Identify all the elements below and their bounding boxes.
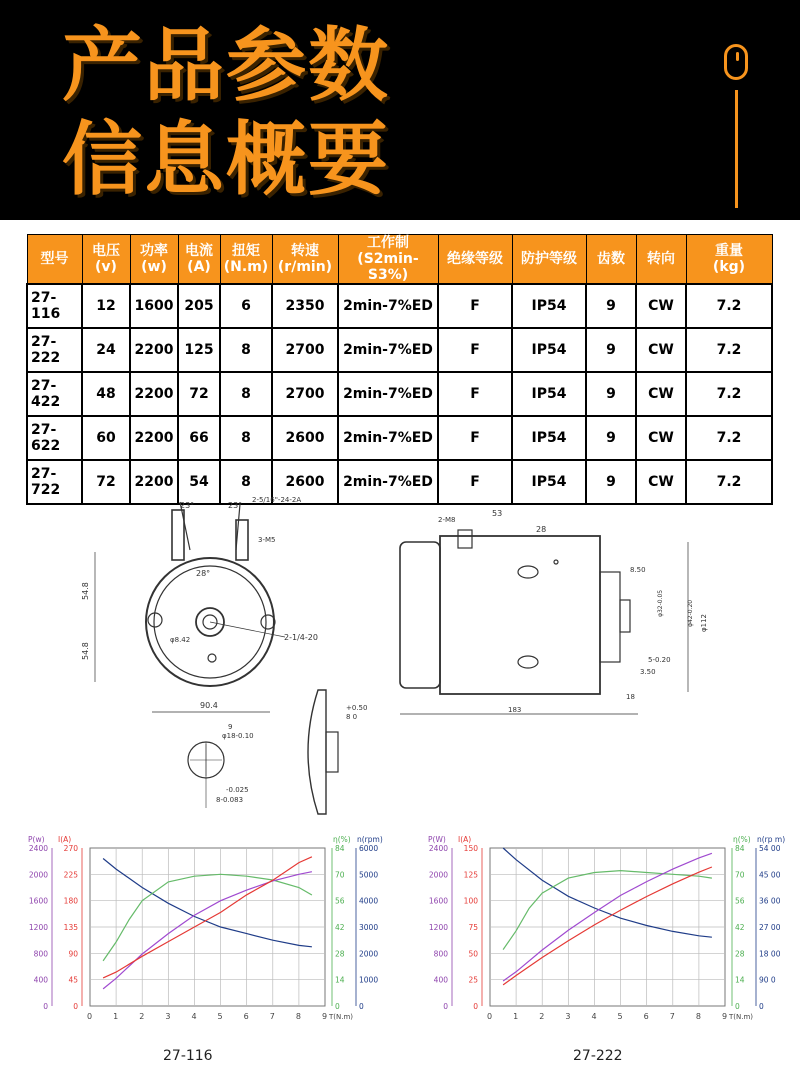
right-tick-label: 28	[735, 949, 745, 959]
spec-header-cell	[27, 235, 82, 285]
spec-cell: IP54	[512, 284, 586, 328]
dim-label: φ8.42	[170, 636, 191, 644]
dim-label: 8.50	[630, 566, 646, 574]
spec-cell: IP54	[512, 460, 586, 504]
spec-cell: IP54	[512, 416, 586, 460]
table-row	[27, 372, 772, 416]
spec-table	[26, 234, 773, 505]
x-tick-label: 1	[513, 1012, 519, 1021]
dim-label: 3.50	[640, 668, 656, 676]
spec-cell: CW	[636, 372, 686, 416]
right-tick-label: 4000	[359, 896, 379, 906]
right-axis-label: n(rpm)	[357, 835, 383, 844]
x-tick-label: 6	[243, 1012, 249, 1021]
spec-cell: CW	[636, 460, 686, 504]
dim-label: 28	[536, 525, 547, 534]
table-row	[27, 284, 772, 328]
dim-label: +0.50	[346, 704, 368, 712]
spec-cell: 2200	[130, 372, 178, 416]
dim-label: 3-M5	[258, 536, 276, 544]
series-line-P	[103, 872, 312, 989]
spec-header-text: 齿数	[597, 251, 625, 267]
right-tick-label: 42	[335, 923, 345, 932]
hero-title-line2: 信息概要	[62, 113, 390, 206]
spec-cell: 9	[586, 416, 636, 460]
dim-label: 54.8	[81, 642, 90, 660]
spec-cell: 8	[220, 460, 272, 504]
dim-label: 23°	[180, 501, 195, 510]
left-tick-label: 400	[33, 975, 48, 985]
dim-label: 54.8	[81, 582, 90, 600]
left-tick-label: 45	[68, 975, 78, 985]
chart-caption-27-222: 27-222	[573, 1048, 623, 1064]
left-tick-label: 0	[443, 1002, 448, 1011]
dim-label: 23°	[228, 501, 243, 510]
spec-cell: 60	[82, 416, 130, 460]
spec-header-text: (w)	[141, 259, 167, 275]
x-tick-label: 4	[591, 1012, 597, 1021]
right-tick-label: 42	[735, 923, 745, 932]
left-tick-label: 800	[433, 949, 448, 959]
spec-header-cell	[636, 235, 686, 285]
x-axis-label: T(N.m)	[729, 1013, 754, 1021]
right-tick-label: 27 00	[759, 923, 781, 932]
right-tick-label: 28	[335, 949, 345, 959]
mouse-wheel-icon	[736, 52, 739, 61]
left-axis-label: I(A)	[458, 835, 472, 844]
x-tick-label: 2	[139, 1012, 145, 1021]
spec-cell: 2600	[272, 416, 338, 460]
spec-header-text: (N.m)	[223, 259, 269, 275]
left-tick-label: 75	[468, 923, 478, 932]
spec-header-text: 转速	[291, 243, 319, 259]
spec-header-text: 扭矩	[232, 243, 260, 259]
spec-cell: 2min-7%ED	[338, 328, 438, 372]
spec-cell: 2600	[272, 460, 338, 504]
right-tick-label: 0	[759, 1002, 764, 1011]
x-tick-label: 1	[113, 1012, 119, 1021]
dim-label: φ112	[700, 614, 708, 632]
spec-header-text: (A)	[187, 259, 211, 275]
spec-header-text: 功率	[140, 243, 168, 259]
left-tick-label: 1600	[428, 896, 448, 906]
spec-cell: 125	[178, 328, 220, 372]
dim-label: 2-1/4-20	[284, 633, 318, 642]
x-tick-label: 3	[565, 1012, 571, 1021]
spec-cell: 2200	[130, 460, 178, 504]
header-banner	[0, 0, 800, 220]
right-tick-label: 14	[335, 975, 345, 985]
x-tick-label: 0	[87, 1012, 93, 1021]
x-tick-label: 6	[643, 1012, 649, 1021]
right-tick-label: 14	[735, 975, 745, 985]
left-tick-label: 400	[433, 975, 448, 985]
left-tick-label: 100	[463, 896, 478, 906]
series-line-I	[503, 867, 712, 985]
left-tick-label: 25	[468, 975, 478, 985]
series-line-n	[503, 848, 712, 937]
spec-cell: CW	[636, 328, 686, 372]
spec-header-text: (S2min-S3%)	[357, 251, 419, 283]
left-tick-label: 0	[73, 1002, 78, 1011]
right-tick-label: 5000	[359, 870, 379, 880]
x-tick-label: 7	[269, 1012, 275, 1021]
spec-cell: 7.2	[686, 284, 772, 328]
right-axis-label: η(%)	[733, 835, 751, 844]
model-cell: 27-116	[27, 284, 82, 328]
series-line-eta	[103, 874, 312, 961]
spec-cell: 8	[220, 328, 272, 372]
model-cell: 27-422	[27, 372, 82, 416]
spec-cell: 72	[178, 372, 220, 416]
x-tick-label: 5	[617, 1012, 623, 1021]
dim-label: 28°	[196, 569, 211, 578]
spec-cell: CW	[636, 416, 686, 460]
chart-caption-27-116: 27-116	[163, 1048, 213, 1064]
scroll-indicator-line	[735, 90, 738, 208]
spec-cell: 1600	[130, 284, 178, 328]
spec-cell: CW	[636, 284, 686, 328]
dim-label: 5-0.20	[648, 656, 671, 664]
spec-cell: 2min-7%ED	[338, 284, 438, 328]
spec-header-cell	[438, 235, 512, 285]
spec-cell: 12	[82, 284, 130, 328]
right-tick-label: 0	[359, 1002, 364, 1011]
right-tick-label: 3000	[359, 923, 379, 932]
right-tick-label: 54 00	[759, 844, 781, 853]
spec-header-cell	[130, 235, 178, 285]
right-tick-label: 90 0	[759, 975, 776, 985]
spec-header-text: 绝缘等级	[447, 251, 503, 267]
x-tick-label: 4	[191, 1012, 197, 1021]
right-tick-label: 70	[735, 870, 745, 880]
spec-cell: F	[438, 284, 512, 328]
spec-cell: 2700	[272, 328, 338, 372]
spec-header-cell	[586, 235, 636, 285]
left-tick-label: 0	[43, 1002, 48, 1011]
spec-cell: 9	[586, 284, 636, 328]
right-tick-label: 84	[735, 844, 745, 853]
left-tick-label: 225	[63, 870, 78, 880]
table-row	[27, 416, 772, 460]
right-axis-label: n(rp m)	[757, 835, 786, 844]
dim-label: -0.025	[226, 786, 249, 794]
spec-cell: 2200	[130, 416, 178, 460]
left-tick-label: 1600	[28, 896, 48, 906]
dim-label: 8-0.083	[216, 796, 244, 804]
left-tick-label: 135	[63, 923, 78, 932]
right-tick-label: 0	[735, 1002, 740, 1011]
series-line-eta	[503, 871, 712, 950]
spec-cell: 72	[82, 460, 130, 504]
left-axis-label: P(W)	[428, 835, 446, 844]
spec-cell: 9	[586, 460, 636, 504]
left-tick-label: 90	[68, 949, 78, 959]
spec-header-cell	[220, 235, 272, 285]
spec-header-cell	[178, 235, 220, 285]
dim-label: 53	[492, 509, 503, 518]
right-tick-label: 36 00	[759, 896, 781, 906]
left-tick-label: 125	[463, 870, 478, 880]
spec-cell: 24	[82, 328, 130, 372]
spec-cell: 7.2	[686, 460, 772, 504]
series-line-n	[103, 859, 312, 947]
spec-cell: 66	[178, 416, 220, 460]
spec-cell: 9	[586, 372, 636, 416]
spec-header-text: 防护等级	[521, 251, 577, 267]
spec-cell: 7.2	[686, 372, 772, 416]
dim-label: 183	[508, 706, 522, 714]
mouse-scroll-icon	[724, 44, 748, 80]
spec-cell: F	[438, 328, 512, 372]
left-axis-label: I(A)	[58, 835, 72, 844]
performance-chart-27-116	[0, 830, 400, 1030]
right-tick-label: 6000	[359, 844, 379, 853]
spec-header-text: 工作制	[367, 235, 409, 251]
spec-cell: 2min-7%ED	[338, 460, 438, 504]
left-tick-label: 50	[468, 949, 478, 959]
dim-label: φ42-0.20	[687, 599, 694, 627]
spec-header-text: (kg)	[712, 259, 746, 275]
spec-cell: 7.2	[686, 416, 772, 460]
x-tick-label: 8	[295, 1012, 301, 1021]
spec-cell: 8	[220, 372, 272, 416]
right-tick-label: 84	[335, 844, 345, 853]
left-tick-label: 0	[473, 1002, 478, 1011]
right-tick-label: 0	[335, 1002, 340, 1011]
spec-cell: F	[438, 372, 512, 416]
spec-header-text: 重量	[715, 243, 743, 259]
dim-label: 2-M8	[438, 516, 456, 524]
x-axis-label: T(N.m)	[329, 1013, 354, 1021]
dim-label: 2-5/16"-24-2A	[252, 496, 302, 504]
x-tick-label: 5	[217, 1012, 223, 1021]
spec-cell: 2350	[272, 284, 338, 328]
spec-cell: 2min-7%ED	[338, 416, 438, 460]
spec-cell: 48	[82, 372, 130, 416]
model-cell: 27-622	[27, 416, 82, 460]
spec-cell: 2200	[130, 328, 178, 372]
spec-header-text: (v)	[95, 259, 117, 275]
x-tick-label: 2	[539, 1012, 545, 1021]
right-tick-label: 18 00	[759, 949, 781, 959]
x-tick-label: 7	[669, 1012, 675, 1021]
left-tick-label: 2400	[28, 844, 48, 853]
x-tick-label: 9	[722, 1012, 728, 1021]
spec-cell: IP54	[512, 372, 586, 416]
right-tick-label: 45 00	[759, 870, 781, 880]
left-tick-label: 270	[63, 844, 78, 853]
right-tick-label: 70	[335, 870, 345, 880]
spec-cell: 2700	[272, 372, 338, 416]
spec-cell: 205	[178, 284, 220, 328]
spec-cell: 2min-7%ED	[338, 372, 438, 416]
x-tick-label: 3	[165, 1012, 171, 1021]
spec-cell: F	[438, 416, 512, 460]
left-axis-label: P(w)	[28, 835, 45, 844]
left-tick-label: 2000	[428, 870, 448, 880]
dim-label: 9	[228, 723, 233, 731]
side-view-drawing	[400, 509, 708, 714]
spec-header-text: 电流	[185, 243, 213, 259]
spec-header-text: 电压	[92, 243, 120, 259]
left-tick-label: 800	[33, 949, 48, 959]
left-tick-label: 2400	[428, 844, 448, 853]
left-tick-label: 1200	[428, 923, 448, 932]
spec-cell: 54	[178, 460, 220, 504]
spec-header-text: (r/min)	[277, 259, 333, 275]
model-cell: 27-722	[27, 460, 82, 504]
dim-label: φ18-0.10	[222, 732, 254, 740]
left-tick-label: 2000	[28, 870, 48, 880]
dim-label: φ32-0.05	[657, 589, 664, 617]
left-tick-label: 1200	[28, 923, 48, 932]
model-cell: 27-222	[27, 328, 82, 372]
right-tick-label: 2000	[359, 949, 379, 959]
spec-cell: 8	[220, 416, 272, 460]
left-tick-label: 150	[463, 844, 478, 853]
spec-cell: 9	[586, 328, 636, 372]
spec-header-cell	[82, 235, 130, 285]
right-axis-label: η(%)	[333, 835, 351, 844]
spec-cell: 6	[220, 284, 272, 328]
performance-chart-27-222	[400, 830, 800, 1030]
dim-label: 90.4	[200, 701, 218, 710]
spec-header-text: 转向	[647, 251, 675, 267]
front-view-drawing	[81, 496, 318, 712]
spec-header-cell	[272, 235, 338, 285]
spec-header-cell	[512, 235, 586, 285]
spec-table-header	[27, 235, 772, 285]
right-tick-label: 1000	[359, 975, 379, 985]
x-tick-label: 0	[487, 1012, 493, 1021]
left-tick-label: 180	[63, 896, 78, 906]
x-tick-label: 9	[322, 1012, 328, 1021]
spec-header-text: 型号	[40, 251, 69, 267]
right-tick-label: 56	[335, 896, 345, 906]
dim-label: 18	[626, 693, 635, 701]
spec-header-cell	[686, 235, 772, 285]
right-tick-label: 56	[735, 896, 745, 906]
table-row	[27, 328, 772, 372]
hero-title-line1: 产品参数	[62, 19, 390, 112]
x-tick-label: 8	[695, 1012, 701, 1021]
spec-header-cell	[338, 235, 438, 285]
spec-cell: F	[438, 460, 512, 504]
dim-label: 8 0	[346, 713, 358, 721]
spec-cell: 7.2	[686, 328, 772, 372]
spec-cell: IP54	[512, 328, 586, 372]
